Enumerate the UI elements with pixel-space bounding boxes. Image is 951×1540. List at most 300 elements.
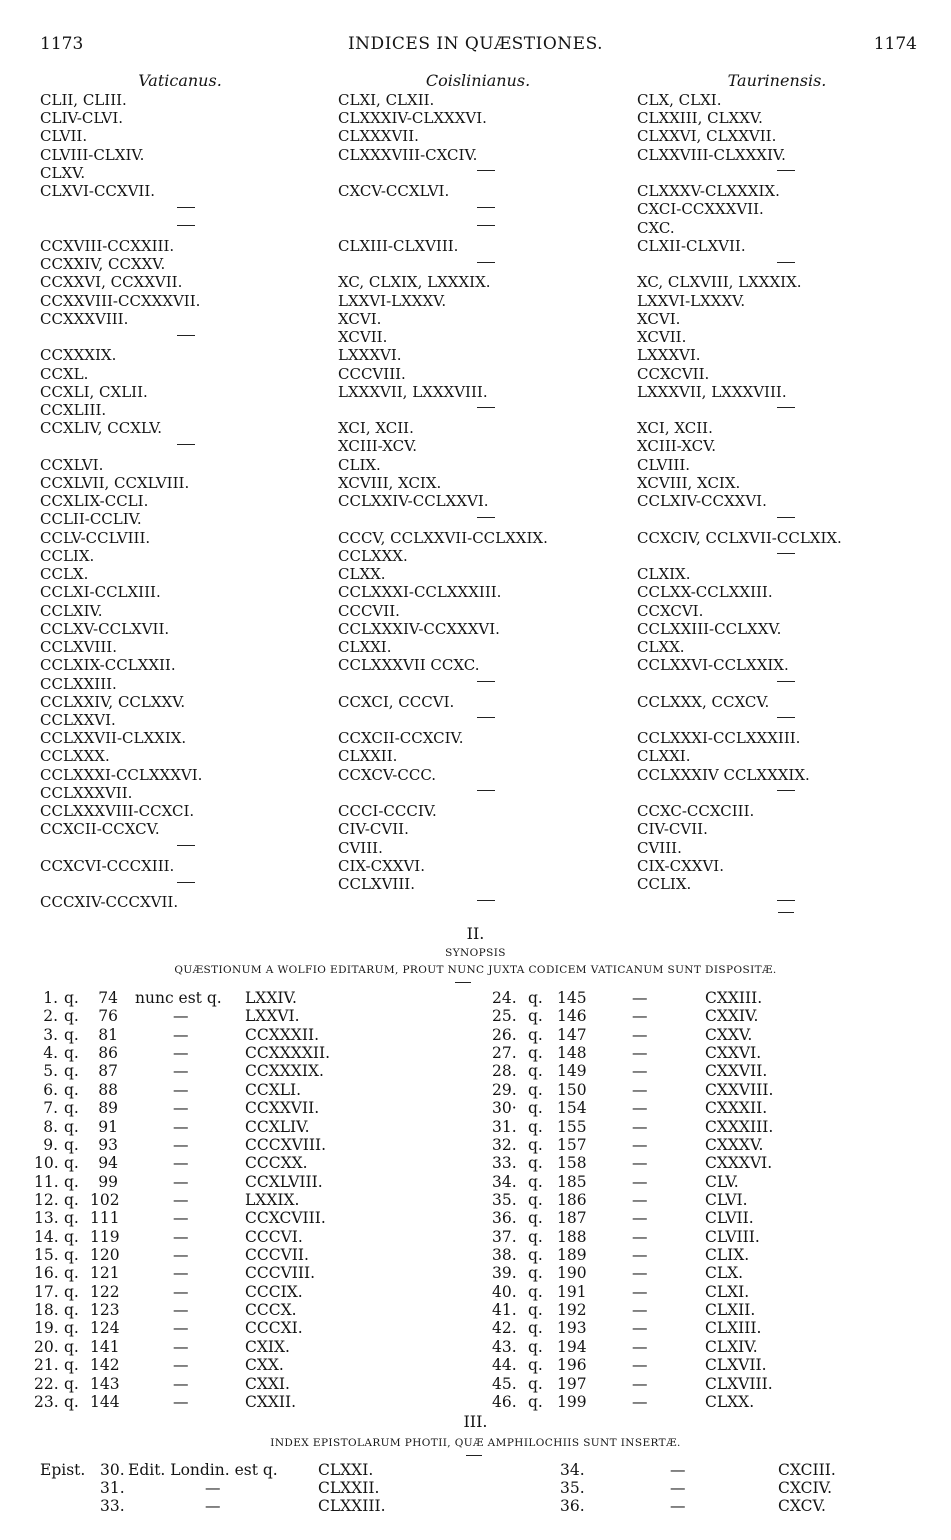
section-three-title: INDEX EPISTOLARUM PHOTII, QUÆ AMPHILOCHIIS SUNT INSERTÆ. <box>270 1437 681 1449</box>
synopsis-row <box>34 1374 460 1393</box>
synopsis-num: 149 <box>557 1062 587 1081</box>
synopsis-num: 186 <box>557 1190 587 1209</box>
synopsis-val: CCCVI. <box>245 1227 303 1246</box>
synopsis-row <box>490 1099 910 1117</box>
synopsis-n: 7. <box>43 1099 58 1118</box>
section-two-title: SYNOPSIS <box>445 947 506 959</box>
synopsis-q: q. <box>528 1025 543 1044</box>
epistle-mid: — <box>205 1479 221 1497</box>
dash-line <box>477 407 495 408</box>
taurinensis-entry: CLXX. <box>637 638 685 657</box>
synopsis-n: 21. <box>34 1356 59 1375</box>
synopsis-val: CXXXII. <box>705 1099 768 1118</box>
dash-mark <box>637 255 795 273</box>
synopsis-n: 2. <box>43 1007 58 1026</box>
synopsis-val: CCCIX. <box>245 1282 303 1301</box>
dash-placeholder <box>637 510 795 528</box>
vaticanus-entry: CLVII. <box>40 127 88 146</box>
synopsis-val: CCXXXIX. <box>245 1062 324 1081</box>
taurinensis-entry: CCLXX-CCLXXIII. <box>637 583 773 602</box>
epistle-lead: Epist. <box>40 1461 86 1479</box>
synopsis-num: 144 <box>90 1392 120 1411</box>
synopsis-row <box>34 1301 460 1320</box>
taurinensis-entry: CLVIII. <box>637 455 691 474</box>
vaticanus-entry: CCXLVI. <box>40 455 104 474</box>
synopsis-n: 33. <box>492 1154 517 1173</box>
synopsis-q: q. <box>528 1007 543 1026</box>
dash-mark <box>338 784 495 802</box>
synopsis-sep: — <box>632 1374 648 1393</box>
dash-mark <box>338 510 495 528</box>
vaticanus-entry: CCLII-CCLIV. <box>40 510 142 529</box>
synopsis-n: 20. <box>34 1337 59 1356</box>
dash-line <box>777 790 795 791</box>
synopsis-val: CLIX. <box>705 1246 750 1265</box>
epistle-val: CLXXI. <box>318 1461 374 1479</box>
dash-placeholder <box>338 164 495 182</box>
synopsis-val: CLVIII. <box>705 1227 760 1246</box>
taurinensis-entry: CLXXIII, CLXXV. <box>637 109 763 128</box>
synopsis-n: 28. <box>492 1062 517 1081</box>
synopsis-row <box>490 1007 910 1025</box>
vaticanus-entry: CCXLIV, CCXLV. <box>40 419 163 438</box>
synopsis-sep: — <box>632 1392 648 1411</box>
taurinensis-entry: CLXXVIII-CLXXXIV. <box>637 145 786 164</box>
vaticanus-column <box>40 91 203 912</box>
synopsis-row <box>490 1173 910 1191</box>
taurinensis-entry: LXXXVII, LXXXVIII. <box>637 382 787 401</box>
synopsis-num: 120 <box>90 1246 120 1265</box>
synopsis-q: q. <box>64 1117 79 1136</box>
coislinianus-entry: XCIII-XCV. <box>338 437 418 456</box>
synopsis-right-column <box>490 989 910 1411</box>
coislinianus-entry: CLXXII. <box>338 747 398 766</box>
synopsis-sep: — <box>173 1062 189 1081</box>
synopsis-val: CLXX. <box>705 1392 755 1411</box>
dash-placeholder <box>637 711 795 729</box>
vaticanus-entry: CCLXXX. <box>40 747 110 766</box>
coislinianus-entry: CCCVIII. <box>338 364 406 383</box>
synopsis-n: 36. <box>492 1209 517 1228</box>
vaticanus-entry: CCLXXXVIII-CCXCI. <box>40 802 195 821</box>
dash-line <box>777 262 795 263</box>
synopsis-q: q. <box>64 1172 79 1191</box>
synopsis-sep: — <box>173 1246 189 1265</box>
dash-mark <box>40 200 195 218</box>
synopsis-row <box>40 1007 460 1025</box>
synopsis-sep: — <box>632 1080 648 1099</box>
coislinianus-entry: CXCV-CCXLVI. <box>338 182 450 201</box>
synopsis-val: CCXLI. <box>245 1080 302 1099</box>
synopsis-row <box>490 1283 910 1301</box>
synopsis-q: q. <box>528 1301 543 1320</box>
vaticanus-entry: CLVIII-CLXIV. <box>40 145 145 164</box>
coislinianus-entry: CCLXXX. <box>338 546 408 565</box>
synopsis-sep: — <box>632 1062 648 1081</box>
synopsis-val: CCXXXXII. <box>245 1044 331 1063</box>
left-page-number: 1173 <box>40 34 84 54</box>
synopsis-num: 111 <box>90 1209 120 1228</box>
synopsis-row <box>40 1044 460 1062</box>
epistle-mid: Edit. Londin. est q. <box>128 1461 278 1479</box>
epistle-mid: — <box>670 1479 686 1497</box>
dash-placeholder <box>338 401 495 419</box>
synopsis-sep: — <box>173 1301 189 1320</box>
synopsis-num: 158 <box>557 1154 587 1173</box>
dash-placeholder <box>637 255 795 273</box>
synopsis-q: q. <box>528 1154 543 1173</box>
dash-mark <box>40 437 195 455</box>
vaticanus-entry: CCXXIV, CCXXV. <box>40 255 166 274</box>
vaticanus-entry: CCLX. <box>40 565 89 584</box>
dash-mark <box>338 711 495 729</box>
synopsis-n: 27. <box>492 1044 517 1063</box>
coislinianus-entry: CCLXXXI-CCLXXXIII. <box>338 583 502 602</box>
dash-line <box>777 170 795 171</box>
section-two-subtitle: QUÆSTIONUM A WOLFIO EDITARUM, PROUT NUNC JUXTA CODICEM VATICANUM SUNT DISPOSITÆ. <box>174 964 777 976</box>
synopsis-sep: — <box>173 1319 189 1338</box>
synopsis-n: 22. <box>34 1374 59 1393</box>
synopsis-num: 189 <box>557 1246 587 1265</box>
synopsis-val: CCCVIII. <box>245 1264 316 1283</box>
synopsis-sep: — <box>632 1301 648 1320</box>
coislinianus-entry: CCCI-CCCIV. <box>338 802 437 821</box>
dash-mark <box>338 164 495 182</box>
coislinianus-entry: CCLXXXVII CCXC. <box>338 656 480 675</box>
synopsis-row <box>490 1319 910 1337</box>
dash-placeholder <box>338 784 495 802</box>
synopsis-n: 42. <box>492 1319 517 1338</box>
synopsis-val: CXXXIII. <box>705 1117 774 1136</box>
coislinianus-entry: CLXI, CLXII. <box>338 91 435 109</box>
dash-line <box>177 335 195 336</box>
taurinensis-entry: LXXVI-LXXXV. <box>637 291 746 310</box>
synopsis-sep: — <box>173 1190 189 1209</box>
section-two-number: II. <box>466 924 485 943</box>
taurinensis-entry: CIX-CXXVI. <box>637 856 724 875</box>
synopsis-row <box>34 1264 460 1283</box>
synopsis-n: 29. <box>492 1080 517 1099</box>
synopsis-q: q. <box>528 1080 543 1099</box>
right-page-number: 1174 <box>873 34 917 54</box>
synopsis-q: q. <box>64 1154 79 1173</box>
dash-line <box>777 517 795 518</box>
dash-placeholder <box>338 200 495 218</box>
synopsis-q: q. <box>528 1190 543 1209</box>
synopsis-q: q. <box>64 1209 79 1228</box>
synopsis-val: LXXIV. <box>245 989 297 1007</box>
dash-mark <box>637 547 795 565</box>
vaticanus-entry: CCXCII-CCXCV. <box>40 820 160 839</box>
synopsis-val: CLXII. <box>705 1301 756 1320</box>
coislinianus-entry: CVIII. <box>338 838 383 857</box>
synopsis-num: 91 <box>98 1117 118 1136</box>
taurinensis-entry: CXCI-CCXXXVII. <box>637 200 764 219</box>
synopsis-row <box>490 1081 910 1099</box>
coislinianus-entry: CCXCI, CCCVI. <box>338 692 455 711</box>
synopsis-q: q. <box>528 1374 543 1393</box>
taurinensis-entry: CLXIX. <box>637 565 691 584</box>
synopsis-num: 150 <box>557 1080 587 1099</box>
vaticanus-entry: CCLXXIV, CCLXXV. <box>40 692 186 711</box>
synopsis-num: 188 <box>557 1227 587 1246</box>
vaticanus-entry: CCLXXXI-CCLXXXVI. <box>40 765 203 784</box>
coislinianus-entry: CCXCII-CCXCIV. <box>338 729 464 748</box>
taurinensis-entry: CCLXXIII-CCLXXV. <box>637 619 782 638</box>
synopsis-num: 145 <box>557 989 587 1007</box>
dash-mark <box>637 675 795 693</box>
dash-line <box>777 681 795 682</box>
synopsis-n: 23. <box>34 1392 59 1411</box>
dash-mark <box>338 255 495 273</box>
synopsis-q: q. <box>528 1356 543 1375</box>
synopsis-sep: — <box>173 1356 189 1375</box>
taurinensis-entry: XCVI. <box>637 309 681 328</box>
synopsis-row <box>40 1026 460 1044</box>
synopsis-num: 190 <box>557 1264 587 1283</box>
synopsis-q: q. <box>64 1135 79 1154</box>
synopsis-val: CXXVI. <box>705 1044 762 1063</box>
taurinensis-column <box>637 91 842 912</box>
synopsis-left-column <box>34 989 460 1411</box>
synopsis-num: 185 <box>557 1172 587 1191</box>
synopsis-row <box>34 1392 460 1411</box>
synopsis-n: 10. <box>34 1154 59 1173</box>
dash-placeholder <box>40 839 195 857</box>
dash-placeholder <box>338 219 495 237</box>
coislinianus-entry: CCCVII. <box>338 601 400 620</box>
synopsis-num: 119 <box>90 1227 120 1246</box>
coislinianus-entry: CCXCV-CCC. <box>338 765 437 784</box>
synopsis-num: 76 <box>98 1007 118 1026</box>
synopsis-row <box>490 1246 910 1264</box>
taurinensis-entry: CCLXXX, CCXCV. <box>637 692 770 711</box>
synopsis-row <box>34 1190 460 1209</box>
coislinianus-entry: CLXX. <box>338 565 386 584</box>
taurinensis-entry: CIV-CVII. <box>637 820 708 839</box>
synopsis-sep: — <box>173 1025 189 1044</box>
synopsis-sep: — <box>632 1044 648 1063</box>
synopsis-n: 44. <box>492 1356 517 1375</box>
synopsis-val: CCCX. <box>245 1301 297 1320</box>
synopsis-q: q. <box>528 1172 543 1191</box>
coislinianus-entry: XC, CLXIX, LXXXIX. <box>338 273 491 292</box>
synopsis-num: 86 <box>98 1044 118 1063</box>
synopsis-n: 32. <box>492 1135 517 1154</box>
synopsis-row <box>490 1026 910 1044</box>
section-three-number: III. <box>463 1412 488 1431</box>
coislinianus-entry: CLXIII-CLXVIII. <box>338 236 459 255</box>
dash-line <box>777 407 795 408</box>
vaticanus-entry: CCXCVI-CCCXIII. <box>40 856 175 875</box>
synopsis-row <box>490 1228 910 1246</box>
dash-placeholder <box>637 675 795 693</box>
synopsis-q: q. <box>528 1099 543 1118</box>
dash-line <box>477 681 495 682</box>
synopsis-val: CCXXVII. <box>245 1099 320 1118</box>
synopsis-num: 148 <box>557 1044 587 1063</box>
synopsis-n: 1. <box>43 989 58 1007</box>
synopsis-row <box>34 1282 460 1301</box>
vaticanus-entry: CCXLIX-CCLI. <box>40 492 149 511</box>
synopsis-sep: — <box>632 1135 648 1154</box>
taurinensis-entry: CCXCVI. <box>637 601 704 620</box>
taurinensis-entry: CLXXI. <box>637 747 691 766</box>
dash-mark <box>338 401 495 419</box>
vaticanus-entry: CCXXVIII-CCXXXVII. <box>40 291 201 310</box>
synopsis-row <box>490 1044 910 1062</box>
dash-placeholder <box>40 875 195 893</box>
synopsis-row <box>490 1338 910 1356</box>
vaticanus-entry: CCXLI, CXLII. <box>40 382 148 401</box>
dash-line <box>477 717 495 718</box>
dash-placeholder <box>637 547 795 565</box>
dash-placeholder <box>40 328 195 346</box>
synopsis-n: 19. <box>34 1319 59 1338</box>
vaticanus-entry: CLII, CLIII. <box>40 91 127 109</box>
coislinianus-entry: CIX-CXXVI. <box>338 856 425 875</box>
coislinianus-entry: XCVI. <box>338 309 382 328</box>
synopsis-n: 43. <box>492 1337 517 1356</box>
end-dash-taurinensis <box>778 912 794 913</box>
taurinensis-entry: CLXXXV-CLXXXIX. <box>637 182 780 201</box>
dash-placeholder <box>40 200 195 218</box>
synopsis-val: CCCXI. <box>245 1319 303 1338</box>
coislinianus-entry: XCI, XCII. <box>338 419 414 438</box>
synopsis-num: 155 <box>557 1117 587 1136</box>
synopsis-row <box>490 1301 910 1319</box>
dash-placeholder <box>338 675 495 693</box>
coislinianus-entry: LXXXVI. <box>338 346 402 365</box>
synopsis-n: 12. <box>34 1190 59 1209</box>
synopsis-q: q. <box>528 1264 543 1283</box>
epistle-val: CXCV. <box>778 1497 826 1515</box>
synopsis-n: 24. <box>492 989 517 1007</box>
synopsis-q: q. <box>528 1319 543 1338</box>
synopsis-q: q. <box>528 1246 543 1265</box>
epistle-n: 34. <box>560 1461 585 1479</box>
synopsis-num: 193 <box>557 1319 587 1338</box>
synopsis-sep: — <box>173 1099 189 1118</box>
synopsis-row <box>34 1246 460 1265</box>
synopsis-n: 34. <box>492 1172 517 1191</box>
synopsis-row <box>40 1081 460 1099</box>
epistle-mid: — <box>670 1497 686 1515</box>
coislinianus-column <box>338 91 548 912</box>
dash-placeholder <box>40 437 195 455</box>
synopsis-val: CLXVII. <box>705 1356 767 1375</box>
synopsis-row <box>40 989 460 1007</box>
synopsis-q: q. <box>64 1301 79 1320</box>
epistle-val: CXCIV. <box>778 1479 833 1497</box>
vaticanus-entry: CCLXXXVII. <box>40 783 133 802</box>
synopsis-num: 141 <box>90 1337 120 1356</box>
synopsis-val: CXXVII. <box>705 1062 768 1081</box>
synopsis-val: CLVI. <box>705 1190 748 1209</box>
synopsis-val: CCXLIV. <box>245 1117 310 1136</box>
synopsis-n: 39. <box>492 1264 517 1283</box>
synopsis-num: 81 <box>98 1025 118 1044</box>
synopsis-sep: — <box>632 1246 648 1265</box>
synopsis-val: CXXII. <box>245 1392 297 1411</box>
synopsis-num: 194 <box>557 1337 587 1356</box>
synopsis-sep: — <box>632 1190 648 1209</box>
synopsis-n: 5. <box>43 1062 58 1081</box>
taurinensis-entry: CCXCVII. <box>637 364 710 383</box>
vaticanus-entry: CCXVIII-CCXXIII. <box>40 236 175 255</box>
synopsis-n: 38. <box>492 1246 517 1265</box>
synopsis-row <box>34 1356 460 1375</box>
synopsis-sep: — <box>632 989 648 1007</box>
synopsis-q: q. <box>64 1392 79 1411</box>
epistle-n: 36. <box>560 1497 585 1515</box>
synopsis-q: q. <box>528 1227 543 1246</box>
synopsis-num: 89 <box>98 1099 118 1118</box>
epistle-row <box>0 1461 951 1479</box>
vaticanus-entry: CLXV. <box>40 163 86 182</box>
dash-placeholder <box>338 510 495 528</box>
coislinianus-entry: CCLXXXIV-CCXXXVI. <box>338 619 500 638</box>
synopsis-row <box>490 1209 910 1227</box>
epistle-row <box>0 1479 951 1497</box>
synopsis-num: 199 <box>557 1392 587 1411</box>
synopsis-val: CLV. <box>705 1172 739 1191</box>
synopsis-num: 102 <box>90 1190 120 1209</box>
synopsis-sep: nunc est q. <box>135 989 222 1007</box>
synopsis-row <box>40 1136 460 1154</box>
dash-line <box>777 717 795 718</box>
taurinensis-entry: XCVII. <box>637 328 687 347</box>
synopsis-num: 196 <box>557 1356 587 1375</box>
synopsis-n: 13. <box>34 1209 59 1228</box>
vaticanus-entry: CCLV-CCLVIII. <box>40 528 151 547</box>
vaticanus-entry: CCLXXVII-CLXXIX. <box>40 729 187 748</box>
taurinensis-entry: CCLXIV-CCXXVI. <box>637 492 767 511</box>
taurinensis-entry: CCLXXXIV CCLXXXIX. <box>637 765 810 784</box>
coislinianus-entry: CCCV, CCLXXVII-CCLXXIX. <box>338 528 548 547</box>
section-two-dash <box>455 982 471 983</box>
synopsis-val: CCCXVIII. <box>245 1135 327 1154</box>
dash-line <box>477 170 495 171</box>
synopsis-n: 37. <box>492 1227 517 1246</box>
synopsis-sep: — <box>173 1392 189 1411</box>
synopsis-sep: — <box>632 1264 648 1283</box>
synopsis-n: 18. <box>34 1301 59 1320</box>
coislinianus-entry: CIV-CVII. <box>338 820 409 839</box>
synopsis-val: CXXVIII. <box>705 1080 774 1099</box>
synopsis-n: 25. <box>492 1007 517 1026</box>
dash-line <box>177 444 195 445</box>
synopsis-row <box>34 1337 460 1356</box>
synopsis-n: 3. <box>43 1025 58 1044</box>
taurinensis-entry: CLXII-CLXVII. <box>637 236 746 255</box>
synopsis-n: 35. <box>492 1190 517 1209</box>
synopsis-sep: — <box>173 1374 189 1393</box>
taurinensis-entry: CCLIX. <box>637 875 692 894</box>
synopsis-n: 45. <box>492 1374 517 1393</box>
synopsis-q: q. <box>64 1007 79 1026</box>
taurinensis-entry: XCVIII, XCIX. <box>637 473 741 492</box>
synopsis-val: CLX. <box>705 1264 744 1283</box>
synopsis-q: q. <box>64 1319 79 1338</box>
synopsis-num: 192 <box>557 1301 587 1320</box>
coislinianus-entry: CLXXXVIII-CXCIV. <box>338 145 478 164</box>
coislinianus-entry: LXXVI-LXXXV. <box>338 291 447 310</box>
taurinensis-entry: XCI, XCII. <box>637 419 713 438</box>
synopsis-sep: — <box>173 1135 189 1154</box>
synopsis-val: CLXVIII. <box>705 1374 773 1393</box>
synopsis-q: q. <box>64 1374 79 1393</box>
